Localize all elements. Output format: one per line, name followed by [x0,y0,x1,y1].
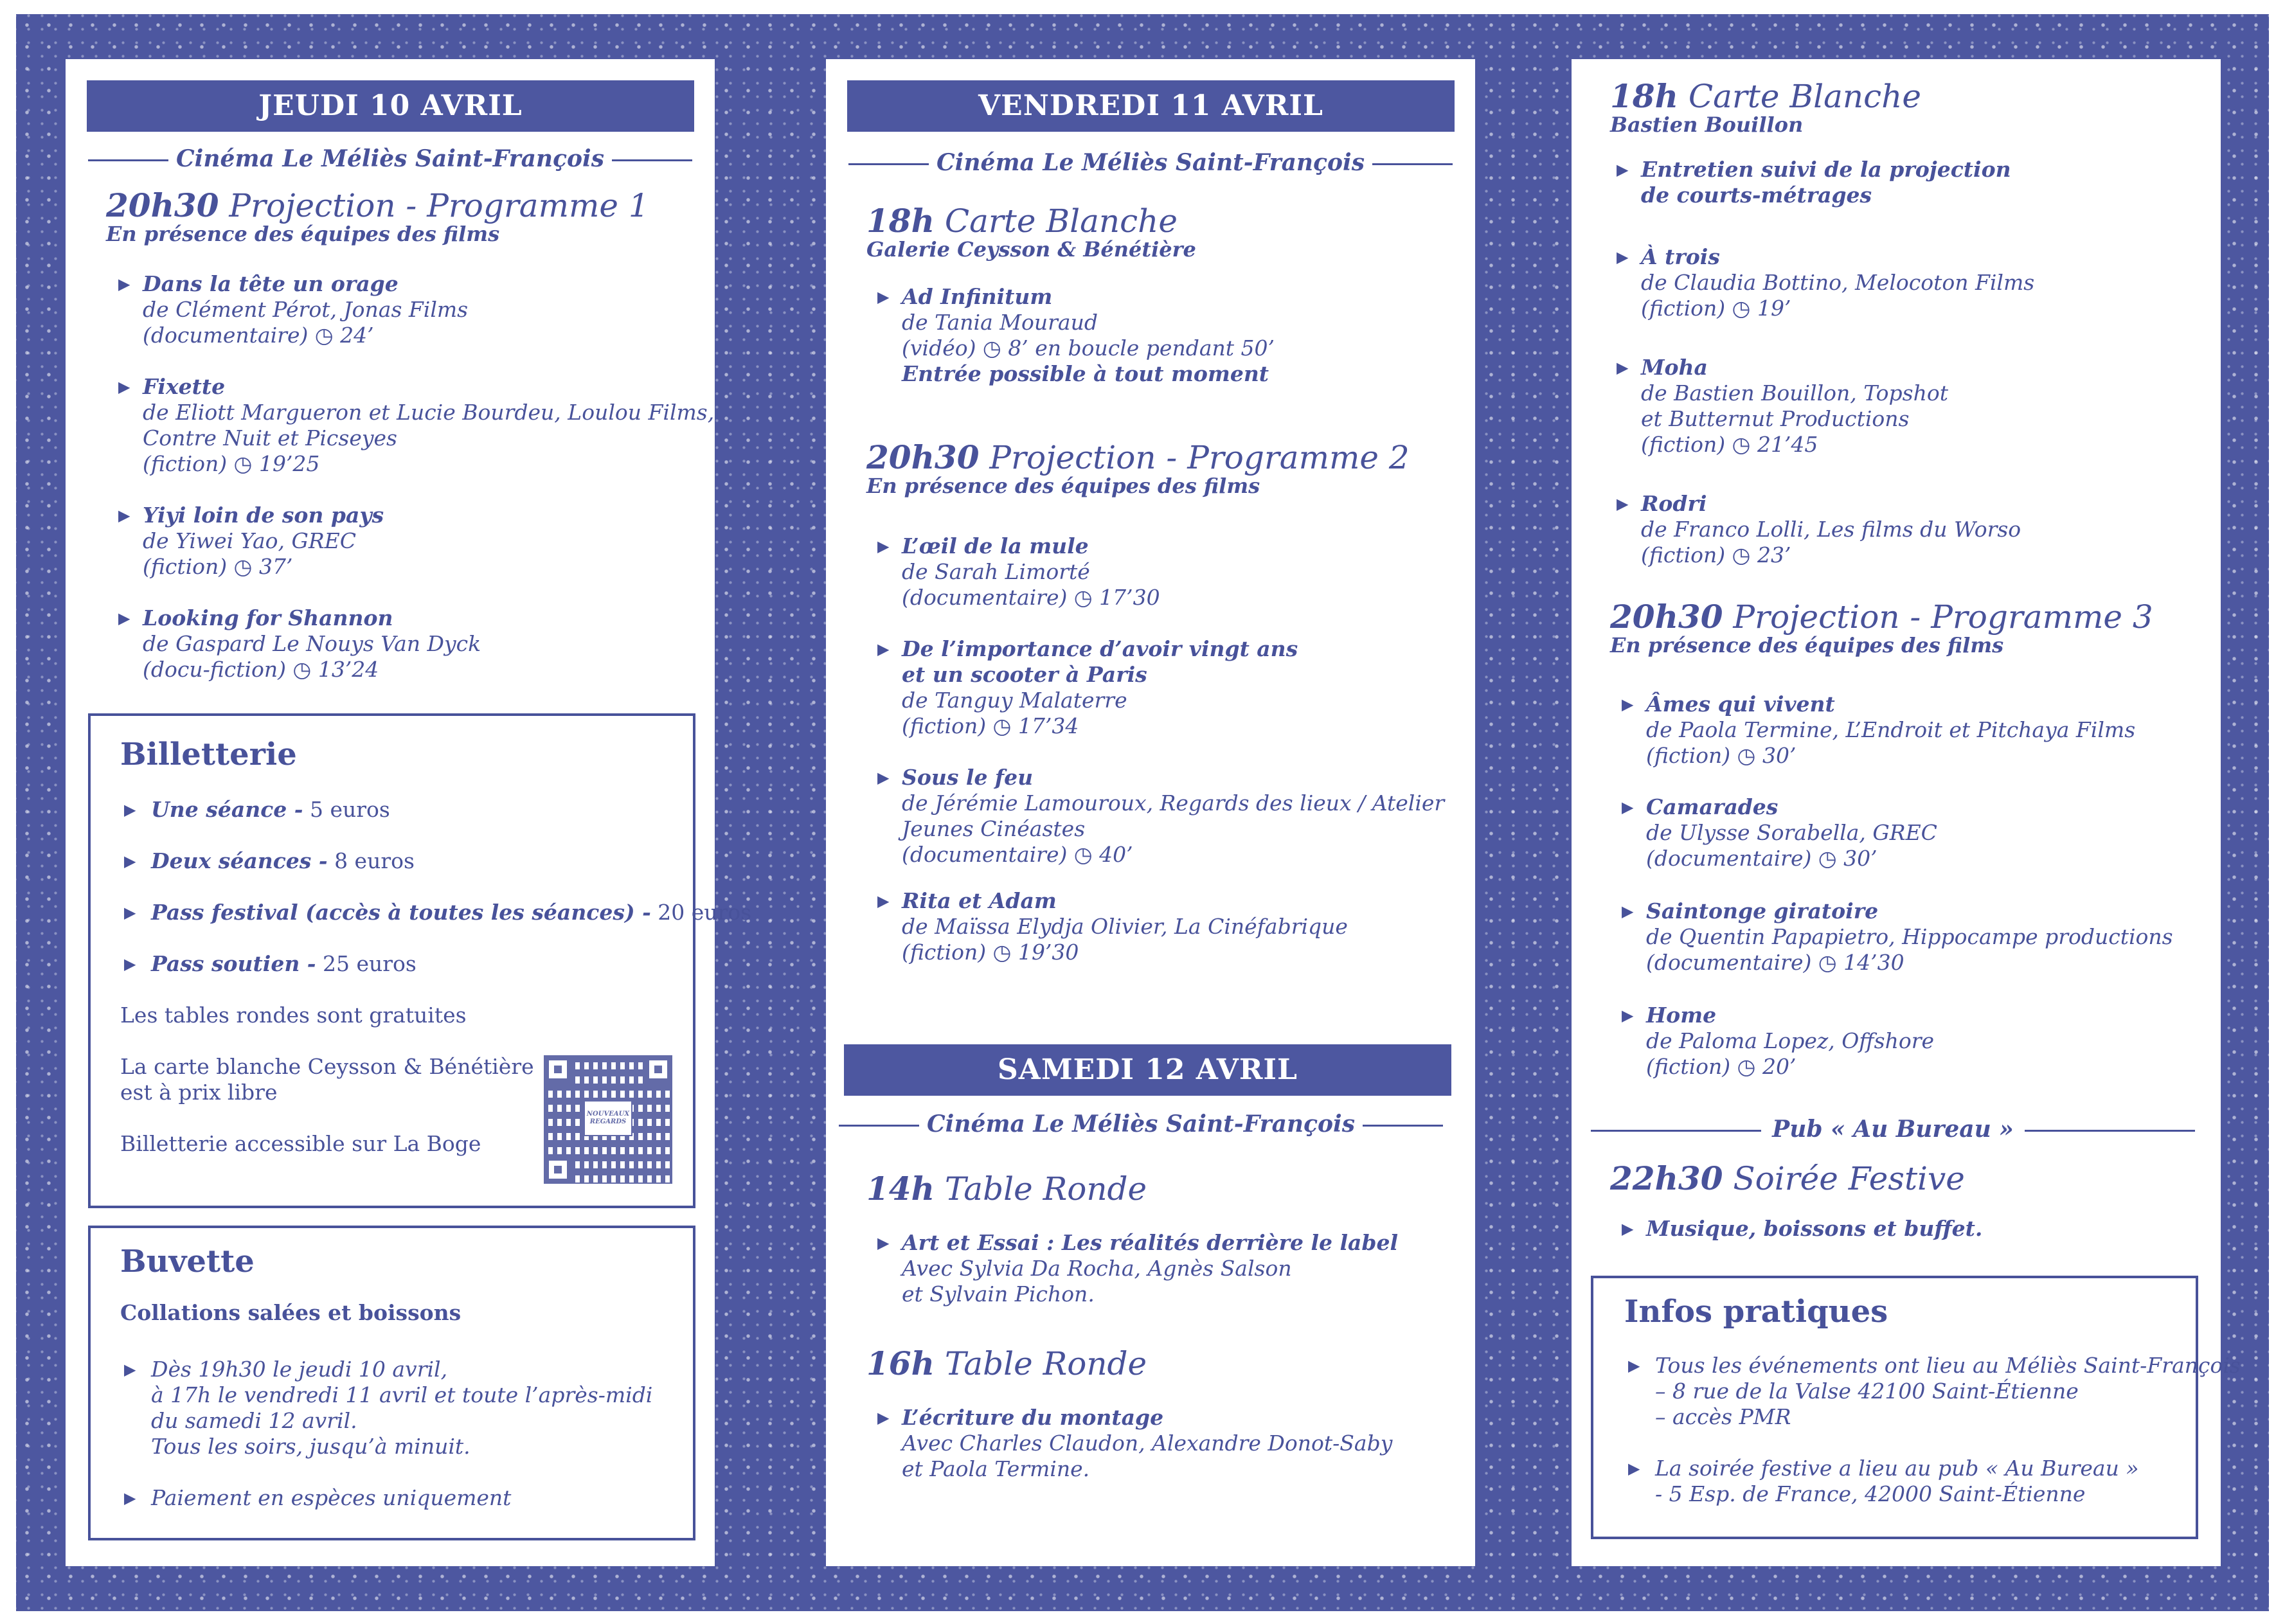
roundtable-item [877,1230,1399,1307]
price-item [124,797,390,823]
event-time: 22h30 [1610,1159,1723,1197]
arrow-icon: ▶ [124,1489,136,1507]
infos-title: Infos pratiques [1624,1294,1888,1330]
infos-item [1628,1353,2241,1430]
arrow-icon: ▶ [1622,1006,1634,1024]
day-header: SAMEDI 12 AVRIL [844,1044,1451,1096]
venue-heading [1591,1113,2195,1145]
film-title: Âmes qui vivent [1646,692,1835,717]
film-duration: (documentaire) ◷ 40’ [902,842,1133,867]
event-subtitle: Galerie Ceysson & Bénétière [866,237,1196,262]
film-duration: (docu-fiction) ◷ 13’24 [143,657,379,682]
price-value: 5 euros [303,797,390,822]
film-credits: de Yiwei Yao, GREC [143,528,357,553]
day-header: VENDREDI 11 AVRIL [847,80,1455,132]
arrow-icon: ▶ [877,640,890,658]
event-heading [106,186,649,225]
buvette-line: Dès 19h30 le jeudi 10 avril, [151,1357,448,1382]
arrow-icon: ▶ [118,506,130,524]
venue-heading [839,1108,1443,1140]
arrow-icon: ▶ [124,801,136,819]
arrow-icon: ▶ [124,955,136,973]
panel-saturday-evening [1572,59,2241,1566]
arrow-icon: ▶ [877,1234,890,1252]
film-item [1617,491,2021,568]
arrow-icon: ▶ [1622,902,1634,920]
event-time: 18h [866,202,935,240]
qr-finder [544,1156,572,1184]
venue-name: Cinéma Le Méliès Saint-François [927,1111,1355,1138]
event-title: Table Ronde [934,1170,1147,1208]
infos-address: - 5 Esp. de France, 42000 Saint-Étienne [1655,1481,2086,1506]
event-title: Soirée Festive [1723,1160,1965,1197]
film-item [1622,794,1937,871]
infos-line: La soirée festive a lieu au pub « Au Bureau » [1655,1456,2139,1481]
party-item [1622,1216,1983,1242]
event-heading [1610,598,2153,636]
film-credits: de Eliott Margueron et Lucie Bourdeu, Loulou Films, [143,400,715,425]
billetterie-note: est à prix libre [120,1080,278,1105]
arrow-icon: ▶ [877,769,890,787]
billetterie-note: La carte blanche Ceysson & Bénétière [120,1054,534,1079]
film-duration: (documentaire) ◷ 24’ [143,323,374,348]
event-subtitle: Bastien Bouillon [1610,112,1804,137]
arrow-icon: ▶ [1617,248,1629,266]
price-label: Deux séances - [151,848,328,873]
film-item [877,888,1348,965]
film-item [877,765,1445,868]
film-duration: (documentaire) ◷ 14’30 [1646,950,1904,975]
arrow-icon: ▶ [1622,1220,1634,1238]
billetterie-link-note: Billetterie accessible sur La Boge [120,1131,481,1156]
event-subtitle: En présence des équipes des films [106,222,500,246]
venue-name: Pub « Au Bureau » [1772,1116,2014,1143]
film-credits: de Claudia Bottino, Melocoton Films [1641,270,2035,295]
venue-name: Cinéma Le Méliès Saint-François [176,145,604,172]
price-value: 20 euros [650,900,752,925]
roundtable-item [877,1405,1393,1482]
price-label: Pass soutien - [151,951,316,976]
film-title: et un scooter à Paris [902,662,1147,687]
arrow-icon: ▶ [1622,695,1634,713]
arrow-icon: ▶ [877,288,890,306]
arrow-icon: ▶ [118,378,130,396]
film-item [118,605,481,683]
film-credits: de Quentin Papapietro, Hippocampe productions [1646,924,2173,949]
film-duration: (fiction) ◷ 20’ [1646,1054,1797,1079]
film-credits: de Tania Mouraud [902,310,1098,335]
film-title: Rodri [1641,491,1707,516]
event-title: Carte Blanche [1678,78,1921,115]
film-title: L’œil de la mule [902,533,1089,558]
price-item [124,848,415,874]
qr-finder [544,1055,572,1084]
film-duration: (fiction) ◷ 17’34 [902,713,1079,738]
film-title: Camarades [1646,794,1779,819]
event-intro [1617,157,2011,208]
event-heading [866,202,1178,240]
roundtable-guests: et Paola Termine. [902,1456,1090,1481]
arrow-icon: ▶ [1622,798,1634,816]
buvette-line: Paiement en espèces uniquement [151,1485,512,1510]
film-duration: (fiction) ◷ 19’ [1641,296,1791,321]
event-heading [866,1344,1147,1383]
film-item [877,284,1275,387]
event-time: 18h [1610,77,1678,115]
film-title: Sous le feu [902,765,1034,790]
film-duration: (documentaire) ◷ 30’ [1646,846,1877,871]
film-title: Saintonge giratoire [1646,898,1879,924]
film-credits: de Ulysse Sorabella, GREC [1646,820,1937,845]
film-duration: (fiction) ◷ 21’45 [1641,432,1818,457]
event-subtitle: En présence des équipes des films [1610,633,2004,657]
film-title: À trois [1641,244,1720,269]
event-subtitle: En présence des équipes des films [866,474,1260,498]
film-title: Looking for Shannon [143,605,393,630]
film-credits: de Tanguy Malaterre [902,688,1127,713]
film-credits: de Bastien Bouillon, Topshot [1641,380,1948,406]
infos-box [1591,1276,2241,1539]
venue-name: Cinéma Le Méliès Saint-François [936,149,1365,176]
price-label: Pass festival (accès à toutes les séances) - [151,900,651,925]
film-duration: (fiction) ◷ 23’ [1641,542,1791,567]
event-time: 20h30 [1610,598,1723,636]
film-title: De l’importance d’avoir vingt ans [902,636,1298,661]
roundtable-title: L’écriture du montage [902,1405,1164,1430]
price-value: 25 euros [316,951,417,976]
qr-finder [644,1055,672,1084]
film-credits: Jeunes Cinéastes [902,816,1086,841]
film-duration: (documentaire) ◷ 17’30 [902,585,1160,610]
arrow-icon: ▶ [1628,1459,1640,1477]
panel-friday-saturday [826,59,1475,1566]
film-title: Fixette [143,374,226,399]
event-time: 20h30 [106,186,219,224]
day-header: JEUDI 10 AVRIL [87,80,694,132]
buvette-item [124,1357,653,1459]
event-title: Carte Blanche [934,202,1178,240]
arrow-icon: ▶ [118,275,130,293]
film-credits: de Paola Termine, L’Endroit et Pitchaya Films [1646,717,2136,742]
film-credits: de Jérémie Lamouroux, Regards des lieux / Atelier [902,790,1445,816]
arrow-icon: ▶ [1628,1357,1640,1375]
event-heading [866,438,1410,477]
infos-line: Tous les événements ont lieu au Méliès Saint-François [1655,1353,2241,1378]
event-time: 14h [866,1170,935,1208]
billetterie-box [88,713,752,1208]
film-item [1622,898,2173,976]
film-credits: et Butternut Productions [1641,406,1910,431]
film-item [118,271,469,348]
price-value: 8 euros [327,848,415,873]
intro-line: de courts-métrages [1641,183,1872,208]
arrow-icon: ▶ [124,852,136,870]
event-title: Table Ronde [934,1345,1147,1382]
film-item [877,636,1298,739]
film-credits: de Maïssa Elydja Olivier, La Cinéfabrique [902,914,1348,939]
buvette-line: Tous les soirs, jusqu’à minuit. [151,1434,470,1459]
infos-accessibility: – accès PMR [1655,1404,1791,1429]
event-title: Projection - Programme 3 [1723,598,2153,636]
film-duration: (fiction) ◷ 19’30 [902,940,1079,965]
film-item [1622,1003,1935,1080]
event-heading [1610,1159,1965,1198]
roundtable-guests: Avec Charles Claudon, Alexandre Donot-Saby [902,1431,1393,1456]
film-credits: de Gaspard Le Nouys Van Dyck [143,631,481,656]
film-item [877,533,1160,611]
film-item [118,503,384,580]
arrow-icon: ▶ [1617,161,1629,179]
film-duration: (fiction) ◷ 19’25 [143,451,320,476]
price-item [124,900,752,925]
film-credits: de Franco Lolli, Les films du Worso [1641,517,2021,542]
arrow-icon: ▶ [877,537,890,555]
qr-logo: NOUVEAUX REGARDS [584,1100,632,1136]
arrow-icon: ▶ [118,609,130,627]
party-description: Musique, boissons et buffet. [1646,1216,1983,1241]
intro-line: Entretien suivi de la projection [1641,157,2011,182]
event-time: 16h [866,1344,935,1382]
film-title: Dans la tête un orage [143,271,399,296]
panel-thursday [66,59,752,1566]
qr-code[interactable] [544,1055,672,1184]
arrow-icon: ▶ [124,904,136,922]
event-time: 20h30 [866,438,980,476]
roundtable-guests: Avec Sylvia Da Rocha, Agnès Salson [902,1256,1292,1281]
film-credits: de Sarah Limorté [902,559,1090,584]
buvette-subtitle: Collations salées et boissons [120,1300,461,1325]
film-item [118,374,715,477]
price-item [124,951,417,977]
arrow-icon: ▶ [1617,359,1629,377]
arrow-icon: ▶ [877,892,890,910]
buvette-item [124,1485,512,1511]
roundtable-title: Art et Essai : Les réalités derrière le label [902,1230,1399,1255]
buvette-line: du samedi 12 avril. [151,1408,357,1433]
film-title: Moha [1641,355,1708,380]
infos-item [1628,1456,2139,1507]
billetterie-note: Les tables rondes sont gratuites [120,1003,467,1028]
event-heading [1610,77,1921,116]
film-credits: de Paloma Lopez, Offshore [1646,1028,1935,1053]
film-duration: (vidéo) ◷ 8’ en boucle pendant 50’ [902,335,1275,361]
film-item [1617,244,2035,321]
film-title: Ad Infinitum [902,284,1053,309]
film-credits: Contre Nuit et Picseyes [143,425,397,451]
film-credits: de Clément Pérot, Jonas Films [143,297,469,322]
event-title: Projection - Programme 2 [979,439,1410,476]
buvette-box [88,1226,695,1540]
event-heading [866,1170,1147,1208]
billetterie-title: Billetterie [120,736,297,772]
buvette-title: Buvette [120,1244,255,1280]
infos-address: – 8 rue de la Valse 42100 Saint-Étienne [1655,1379,2079,1404]
arrow-icon: ▶ [1617,495,1629,513]
venue-heading [848,147,1453,179]
film-title: Rita et Adam [902,888,1057,913]
event-title: Projection - Programme 1 [219,187,649,224]
film-title: Home [1646,1003,1717,1028]
roundtable-guests: et Sylvain Pichon. [902,1281,1095,1307]
film-title: Yiyi loin de son pays [143,503,384,528]
price-label: Une séance - [151,797,303,822]
film-duration: (fiction) ◷ 37’ [143,554,293,579]
film-duration: (fiction) ◷ 30’ [1646,743,1797,768]
film-note: Entrée possible à tout moment [902,361,1269,386]
venue-heading [88,143,692,175]
film-item [1622,692,2136,769]
arrow-icon: ▶ [124,1361,136,1379]
buvette-line: à 17h le vendredi 11 avril et toute l’après-midi [151,1382,653,1407]
arrow-icon: ▶ [877,1409,890,1427]
film-item [1617,355,1948,458]
